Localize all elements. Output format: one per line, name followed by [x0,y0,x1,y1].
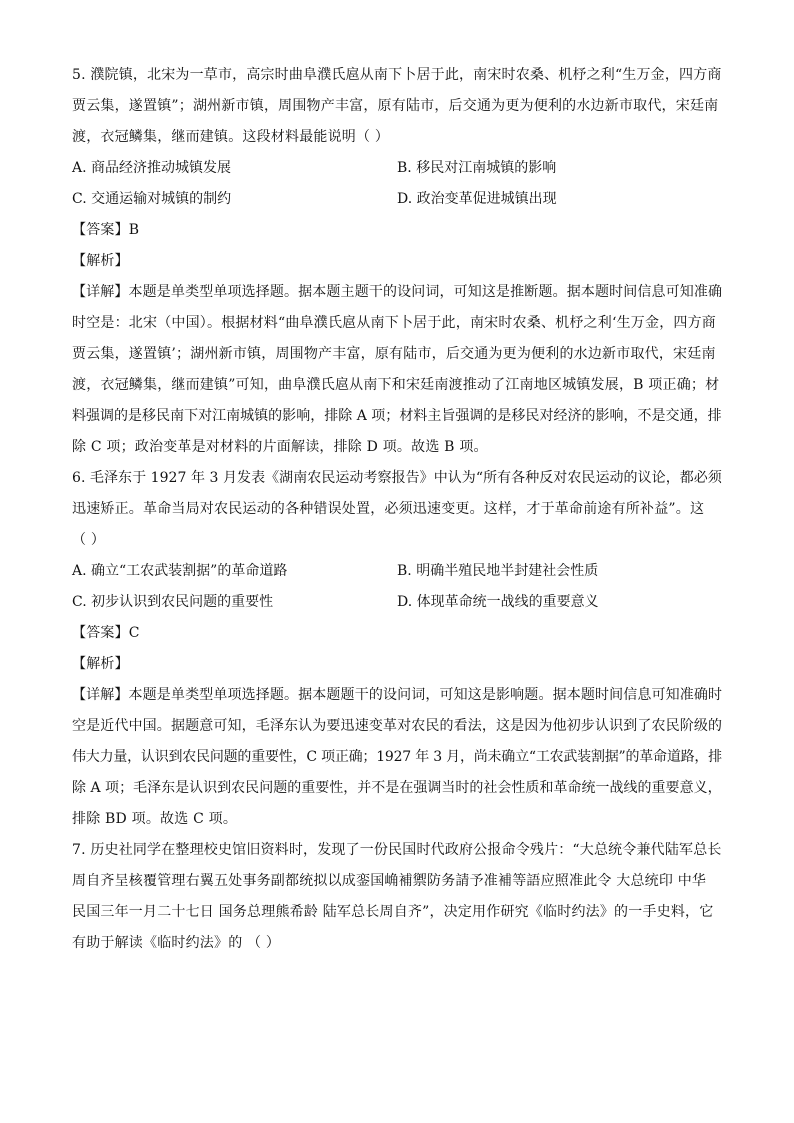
q6-option-a: A. 确立“工农武装割据”的革命道路 [72,563,288,579]
q5-option-a: A. 商品经济推动城镇发展 [72,160,232,176]
q5-options-row [72,153,722,184]
q5-detail-line: 渡，衣冠鳞集，继而建镇”可知，曲阜濮氏扈从南下和宋廷南渡推动了江南地区城镇发展，B 项正确；材 [72,377,720,393]
q5-stem-line: 5. 濮院镇，北宋为一草市，高宗时曲阜濮氏扈从南下卜居于此，南宋时农桑、机杼之利“生万金，四方商 [72,67,722,83]
q7-stem-line: 7. 历史社同学在整理校史馆旧资料时，发现了一份民国时代政府公报命令残片：“大总统令兼代陆军总长 [72,842,722,858]
q5-stem-line: 渡，衣冠鳞集，继而建镇。这段材料最能说明（ ） [72,129,390,145]
q6-options-row [72,587,722,618]
q5-option-c: C. 交通运输对城镇的制约 [72,191,232,207]
q5-detail-line: 贾云集，遂置镇’；湖州新市镇，周围物产丰富，原有陆市，后交通为更为便利的水边新市取代，宋廷南 [72,346,716,362]
q5-detail-line: 【详解】本题是单类型单项选择题。据本题主题干的设问词，可知这是推断题。据本题时间信息可知准确 [72,284,723,300]
question-5 [72,60,722,463]
question-7 [72,835,722,959]
q6-analysis-label: 【解析】 [72,656,129,672]
q6-answer: 【答案】C [72,625,140,641]
q5-option-d: D. 政治变革促进城镇出现 [397,191,557,207]
question-6 [72,463,722,835]
q6-option-d: D. 体现革命统一战线的重要意义 [397,594,599,610]
q5-stem-line: 贾云集，遂置镇”；湖州新市镇，周围物产丰富，原有陆市，后交通为更为便利的水边新市取代，宋廷南 [72,98,719,114]
q6-stem-line: （ ） [72,532,106,548]
q6-options-row [72,556,722,587]
q5-analysis-label: 【解析】 [72,253,129,269]
q7-stem-line: 民国三年一月二十七日 国务总理熊希龄 陆军总长周自齐”，决定用作研究《临时约法》的一手史料，它 [72,904,714,920]
q7-stem-line: 有助于解读《临时约法》的 （ ） [72,935,281,951]
q6-detail-line: 【详解】本题是单类型单项选择题。据本题题干的设问词，可知这是影响题。据本题时间信息可知准确时 [72,687,723,703]
q7-stem-line: 周自齐呈核覆管理右翼五处事务副都统拟以成銮国崅補禦防务請予准補等語应照准此令 大总统印 中华 [72,873,707,889]
q6-option-c: C. 初步认识到农民问题的重要性 [72,594,274,610]
q6-detail-line: 伟大力量，认识到农民问题的重要性，C 项正确；1927 年 3 月，尚未确立“工农武装割据”的革命道路，排 [72,749,722,765]
q5-option-b: B. 移民对江南城镇的影响 [397,160,557,176]
document-page [72,60,722,959]
q5-answer: 【答案】B [72,222,140,238]
q5-detail-line: 除 C 项；政治变革是对材料的片面解读，排除 D 项。故选 B 项。 [72,439,488,455]
q5-detail-line: 料强调的是移民南下对江南城镇的影响，排除 A 项；材料主旨强调的是移民对经济的影响，不是交通，排 [72,408,722,424]
q6-option-b: B. 明确半殖民地半封建社会性质 [397,563,599,579]
q6-stem-line: 6. 毛泽东于 1927 年 3 月发表《湖南农民运动考察报告》中认为“所有各种反对农民运动的议论，都必须 [72,470,722,486]
q6-detail-line: 排除 BD 项。故选 C 项。 [72,811,238,827]
q6-stem-line: 迅速矫正。革命当局对农民运动的各种错误处置，必须迅速变更。这样，才于革命前途有所补益”。这 [72,501,705,517]
q5-detail-line: 时空是：北宋（中国）。根据材料“曲阜濮氏扈从南下卜居于此，南宋时农桑、机杼之利‘生万金，四方商 [72,315,717,331]
q5-options-row [72,184,722,215]
q6-detail-line: 除 A 项；毛泽东是认识到农民问题的重要性，并不是在强调当时的社会性质和革命统一战线的重要意义， [72,780,722,796]
q6-detail-line: 空是近代中国。据题意可知，毛泽东认为要迅速变革对农民的看法，这是因为他初步认识到了农民阶级的 [72,718,723,734]
